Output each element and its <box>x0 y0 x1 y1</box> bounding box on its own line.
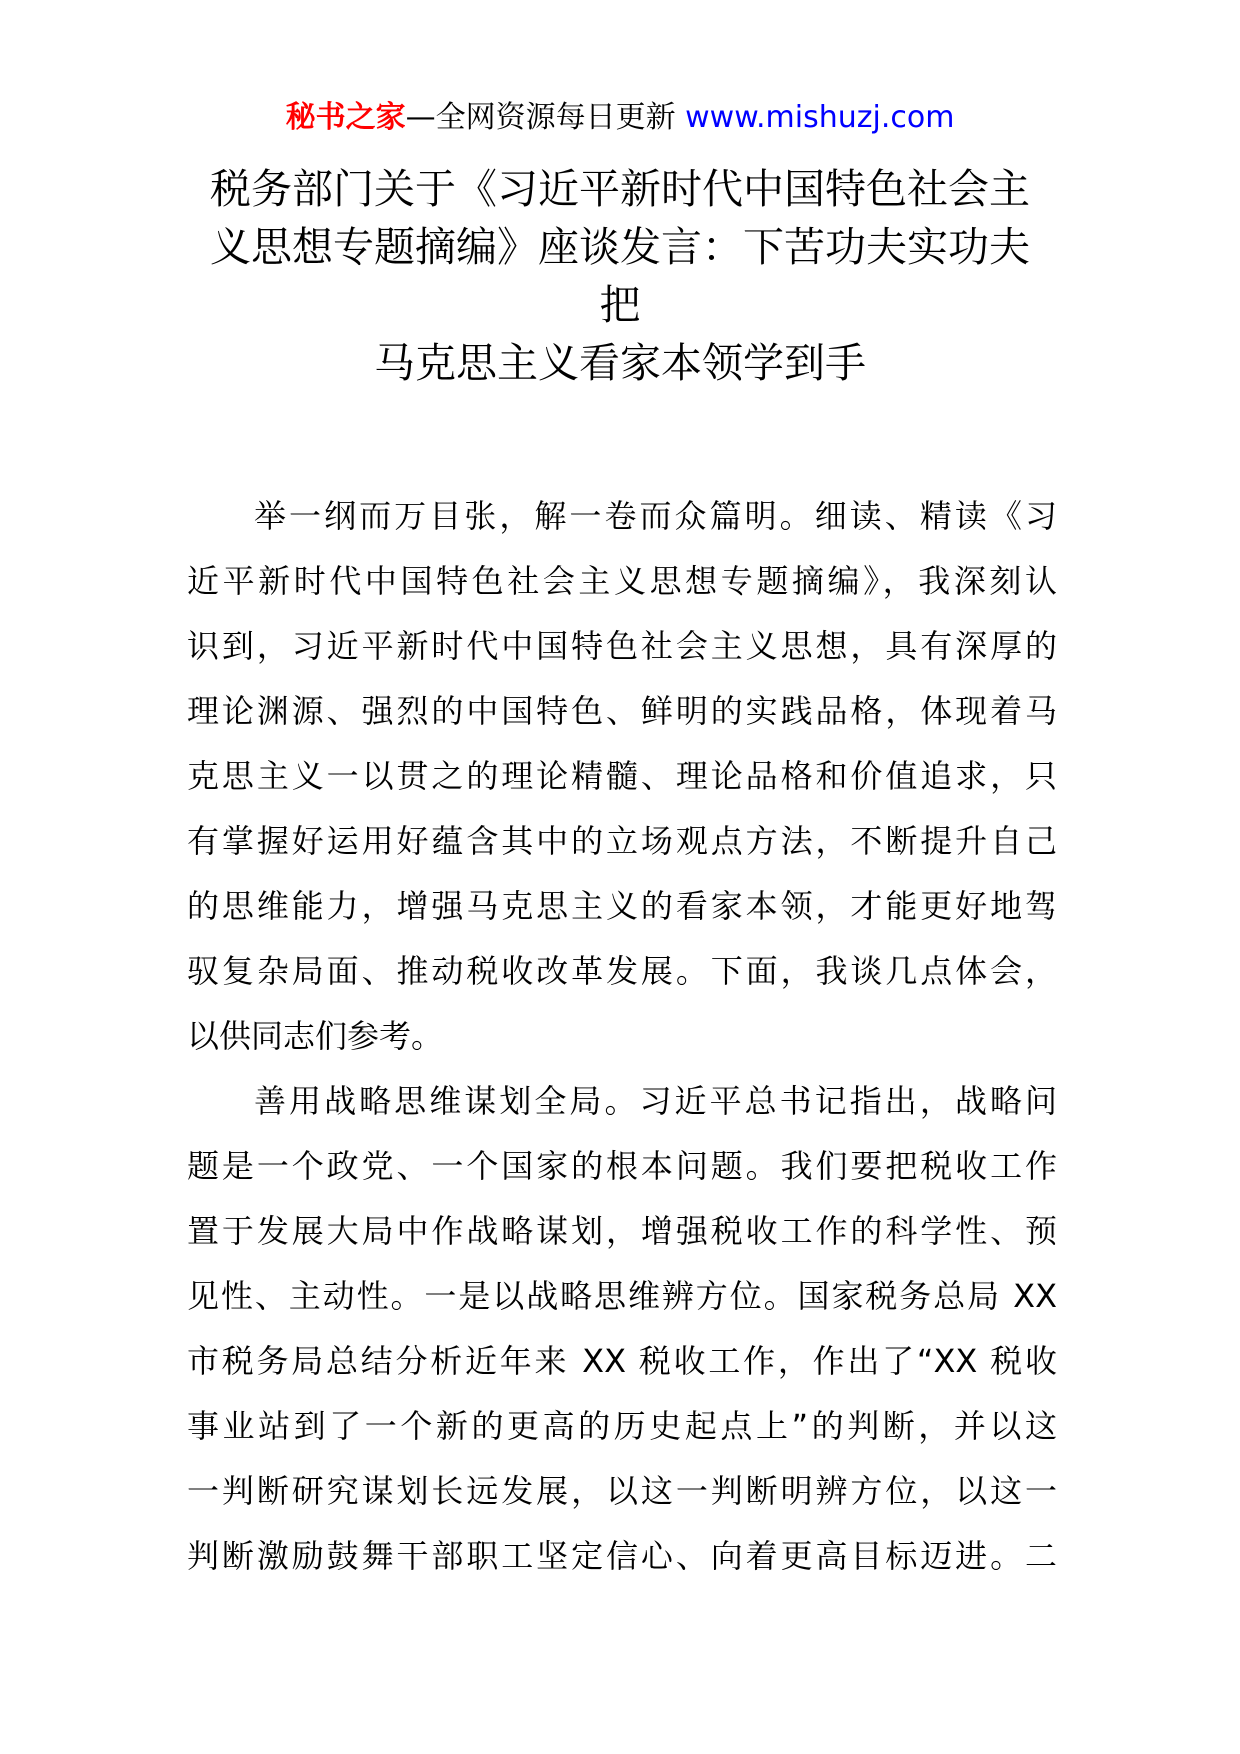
paragraph-2 <box>187 1069 1057 1589</box>
text-line: 识到，习近平新时代中国特色社会主义思想，具有深厚的 <box>187 627 1057 665</box>
text-line: 置于发展大局中作战略谋划，增强税收工作的科学性、预 <box>187 1212 1057 1250</box>
text-line: 克思主义一以贯之的理论精髓、理论品格和价值追求，只 <box>187 757 1057 795</box>
paragraph-1 <box>187 484 1057 1069</box>
text-line: 驭复杂局面、推动税收改革发展。下面，我谈几点体会， <box>187 952 1057 990</box>
text-line: 题是一个政党、一个国家的根本问题。我们要把税收工作 <box>187 1147 1057 1185</box>
site-tagline: —全网资源每日更新 <box>405 100 686 135</box>
title-line: 税务部门关于《习近平新时代中国特色社会主 <box>210 165 1030 213</box>
text-line: 有掌握好运用好蕴含其中的立场观点方法，不断提升自己 <box>187 822 1057 860</box>
title-line: 把 <box>599 281 641 329</box>
text-line: 理论渊源、强烈的中国特色、鲜明的实践品格，体现着马 <box>187 692 1057 730</box>
document-body <box>187 484 1057 1589</box>
text-line: 一判断研究谋划长远发展，以这一判断明辨方位，以这一 <box>187 1472 1057 1510</box>
text-line: 判断激励鼓舞干部职工坚定信心、向着更高目标迈进。二 <box>187 1537 1057 1575</box>
text-line: 举一纲而万目张，解一卷而众篇明。细读、精读《习 <box>254 497 1057 535</box>
site-url-link[interactable]: www.mishuzj.com <box>685 100 955 135</box>
text-line: 近平新时代中国特色社会主义思想专题摘编》，我深刻认 <box>187 562 1057 600</box>
site-brand: 秘书之家 <box>285 100 406 135</box>
text-line: 的思维能力，增强马克思主义的看家本领，才能更好地驾 <box>187 887 1057 925</box>
title-line: 义思想专题摘编》座谈发言：下苦功夫实功夫 <box>210 223 1030 271</box>
text-line: 善用战略思维谋划全局。习近平总书记指出，战略问 <box>254 1082 1057 1120</box>
text-line: 以供同志们参考。 <box>187 1017 444 1055</box>
document-title <box>150 160 1090 392</box>
text-line: 见性、主动性。一是以战略思维辨方位。国家税务总局 XX <box>187 1277 1057 1315</box>
site-header <box>0 96 1240 140</box>
text-line: 事业站到了一个新的更高的历史起点上”的判断，并以这 <box>187 1407 1057 1445</box>
text-line: 市税务局总结分析近年来 XX 税收工作，作出了“XX 税收 <box>187 1342 1057 1380</box>
title-line: 马克思主义看家本领学到手 <box>374 339 866 387</box>
